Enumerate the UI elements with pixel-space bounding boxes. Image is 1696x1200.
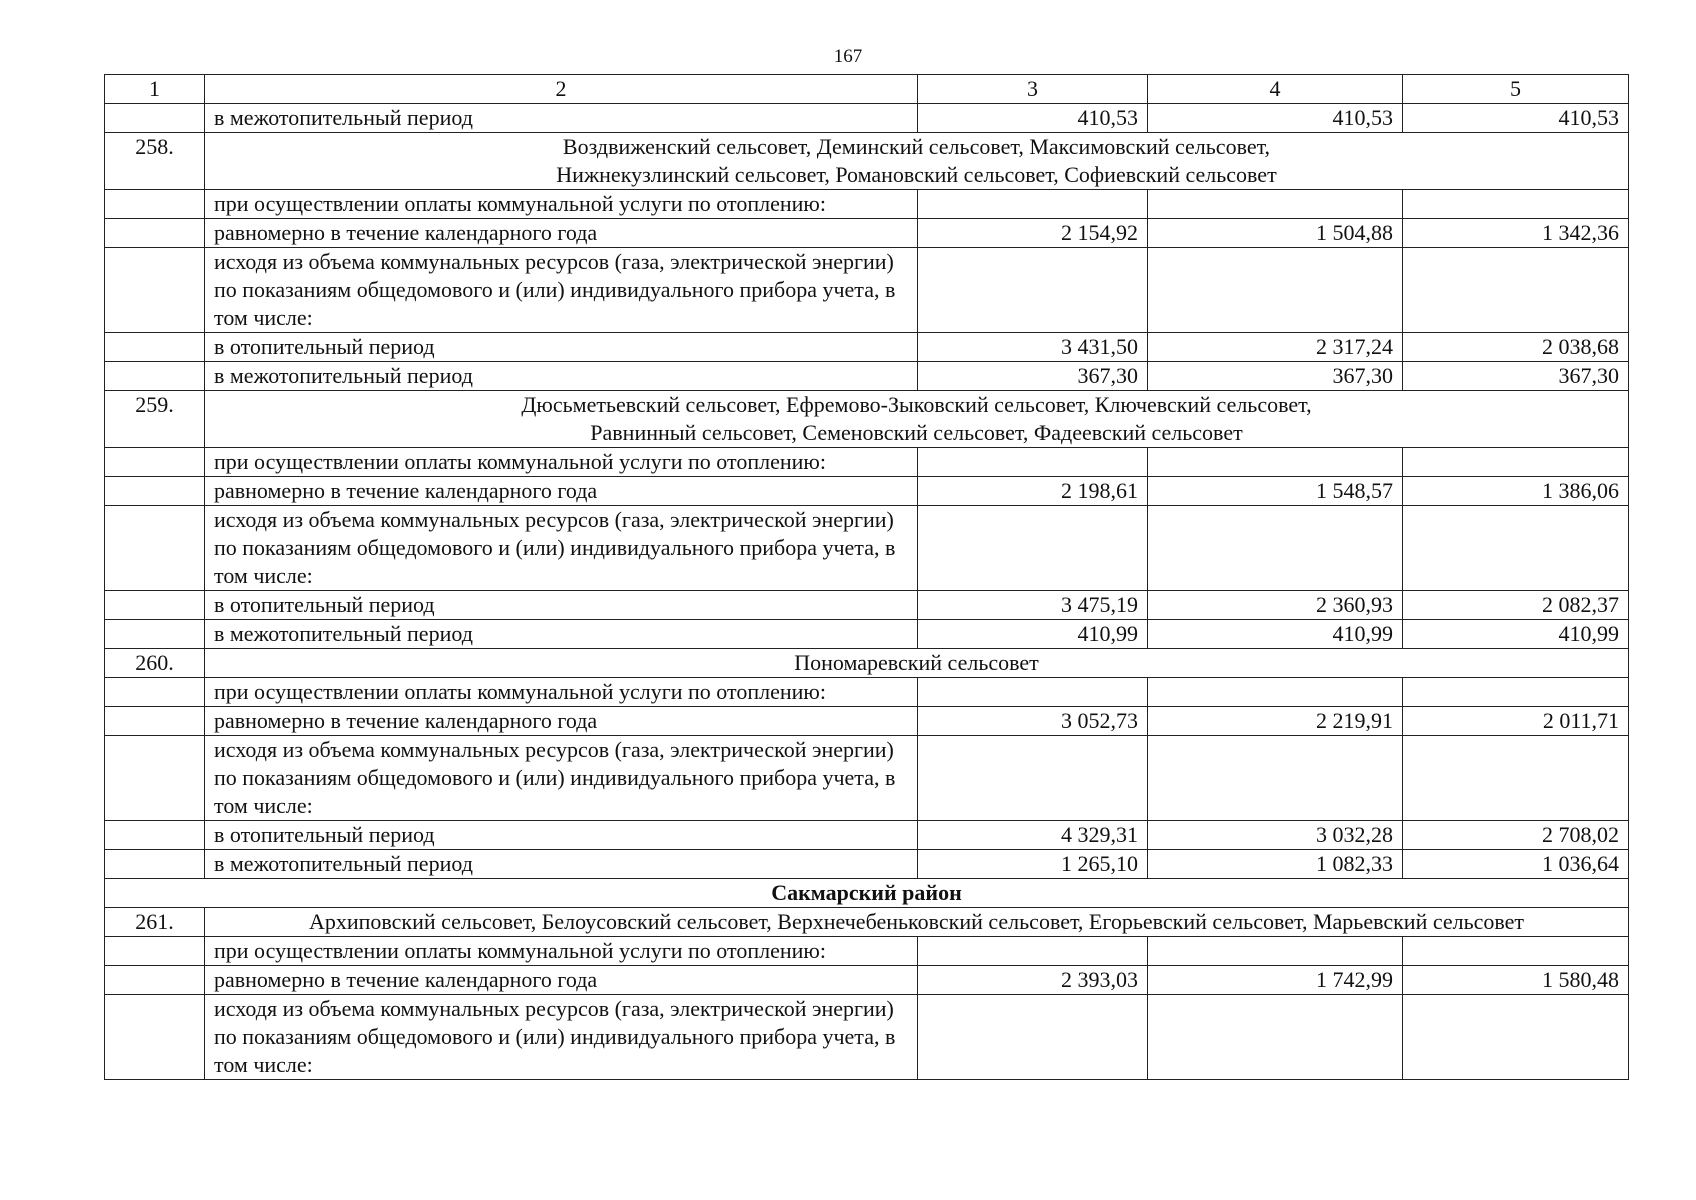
table-row [105, 333, 1629, 362]
value-col-3 [918, 506, 1148, 591]
value-col-5 [1403, 937, 1629, 966]
value-col-5 [1403, 995, 1629, 1080]
value-col-3 [918, 448, 1148, 477]
table-row [105, 190, 1629, 219]
table-row [105, 219, 1629, 248]
value-col-3: 2 393,03 [918, 966, 1148, 995]
table-row [105, 591, 1629, 620]
row-label: при осуществлении оплаты коммунальной услуги по отоплению: [205, 937, 918, 966]
table-row [105, 104, 1629, 133]
value-col-4: 3 032,28 [1148, 821, 1403, 850]
value-col-5: 410,99 [1403, 620, 1629, 649]
section-row [105, 908, 1629, 937]
row-number-cell [105, 477, 205, 506]
row-label: равномерно в течение календарного года [205, 477, 918, 506]
header-col-4: 4 [1148, 75, 1403, 104]
value-col-4: 1 504,88 [1148, 219, 1403, 248]
value-col-5: 2 038,68 [1403, 333, 1629, 362]
value-col-4: 2 219,91 [1148, 707, 1403, 736]
value-col-4 [1148, 506, 1403, 591]
table-row [105, 937, 1629, 966]
value-col-3: 3 475,19 [918, 591, 1148, 620]
row-label: в межотопительный период [205, 850, 918, 879]
section-row [105, 649, 1629, 678]
section-title: Архиповский сельсовет, Белоусовский сельсовет, Верхнечебеньковский сельсовет, Егорьевский сельсовет, Марьевский сельсовет [205, 908, 1629, 937]
row-number-cell [105, 620, 205, 649]
value-col-4: 1 548,57 [1148, 477, 1403, 506]
value-col-3: 410,53 [918, 104, 1148, 133]
value-col-5: 2 082,37 [1403, 591, 1629, 620]
section-number: 258. [105, 133, 205, 190]
header-col-2: 2 [205, 75, 918, 104]
row-number-cell [105, 707, 205, 736]
value-col-5 [1403, 678, 1629, 707]
row-label: в межотопительный период [205, 620, 918, 649]
value-col-5: 1 386,06 [1403, 477, 1629, 506]
value-col-3 [918, 248, 1148, 333]
value-col-3: 1 265,10 [918, 850, 1148, 879]
value-col-4: 410,53 [1148, 104, 1403, 133]
table-row [105, 707, 1629, 736]
header-col-1: 1 [105, 75, 205, 104]
value-col-5: 1 342,36 [1403, 219, 1629, 248]
table-row [105, 448, 1629, 477]
value-col-3 [918, 736, 1148, 821]
row-number-cell [105, 248, 205, 333]
table-row [105, 620, 1629, 649]
section-number: 259. [105, 391, 205, 448]
district-row [105, 879, 1629, 908]
row-number-cell [105, 591, 205, 620]
value-col-4 [1148, 736, 1403, 821]
header-col-3: 3 [918, 75, 1148, 104]
row-number-cell [105, 219, 205, 248]
row-number-cell [105, 966, 205, 995]
value-col-5 [1403, 248, 1629, 333]
row-label: равномерно в течение календарного года [205, 966, 918, 995]
table-body [105, 75, 1629, 1080]
value-col-3: 3 431,50 [918, 333, 1148, 362]
value-col-5 [1403, 190, 1629, 219]
value-col-4: 410,99 [1148, 620, 1403, 649]
row-label: исходя из объема коммунальных ресурсов (газа, электрической энергии) по показаниям общедомового и (или) индивидуального прибора учета, в том числе: [205, 995, 918, 1080]
value-col-4: 2 360,93 [1148, 591, 1403, 620]
table-row [105, 506, 1629, 591]
row-label: исходя из объема коммунальных ресурсов (газа, электрической энергии) по показаниям общедомового и (или) индивидуального прибора учета, в том числе: [205, 248, 918, 333]
value-col-3: 367,30 [918, 362, 1148, 391]
row-number-cell [105, 821, 205, 850]
value-col-4 [1148, 448, 1403, 477]
value-col-4 [1148, 248, 1403, 333]
value-col-4: 2 317,24 [1148, 333, 1403, 362]
row-number-cell [105, 678, 205, 707]
row-number-cell [105, 448, 205, 477]
value-col-4: 367,30 [1148, 362, 1403, 391]
row-label: исходя из объема коммунальных ресурсов (газа, электрической энергии) по показаниям общедомового и (или) индивидуального прибора учета, в том числе: [205, 506, 918, 591]
row-label: при осуществлении оплаты коммунальной услуги по отоплению: [205, 678, 918, 707]
row-label: в отопительный период [205, 821, 918, 850]
table-row [105, 966, 1629, 995]
value-col-3: 2 198,61 [918, 477, 1148, 506]
row-label: в отопительный период [205, 591, 918, 620]
section-row [105, 133, 1629, 190]
section-title: Дюсьметьевский сельсовет, Ефремово-Зыковский сельсовет, Ключевский сельсовет, Равнинный сельсовет, Семеновский сельсовет, Фадеевский сельсовет [205, 391, 1629, 448]
row-number-cell [105, 104, 205, 133]
value-col-3 [918, 995, 1148, 1080]
value-col-5: 367,30 [1403, 362, 1629, 391]
district-title: Сакмарский район [105, 879, 1629, 908]
row-number-cell [105, 362, 205, 391]
value-col-5: 410,53 [1403, 104, 1629, 133]
value-col-5 [1403, 506, 1629, 591]
row-label: в отопительный период [205, 333, 918, 362]
value-col-4: 1 082,33 [1148, 850, 1403, 879]
table-row [105, 850, 1629, 879]
header-row [105, 75, 1629, 104]
value-col-3 [918, 937, 1148, 966]
value-col-4 [1148, 190, 1403, 219]
header-col-5: 5 [1403, 75, 1629, 104]
table-row [105, 995, 1629, 1080]
value-col-4 [1148, 678, 1403, 707]
row-number-cell [105, 995, 205, 1080]
value-col-4 [1148, 995, 1403, 1080]
row-number-cell [105, 736, 205, 821]
row-number-cell [105, 937, 205, 966]
row-label: в межотопительный период [205, 104, 918, 133]
value-col-5 [1403, 448, 1629, 477]
section-title: Воздвиженский сельсовет, Деминский сельсовет, Максимовский сельсовет, Нижнекузлинский сельсовет, Романовский сельсовет, Софиевский сельсовет [205, 133, 1629, 190]
table-row [105, 678, 1629, 707]
value-col-3 [918, 678, 1148, 707]
row-label: исходя из объема коммунальных ресурсов (газа, электрической энергии) по показаниям общедомового и (или) индивидуального прибора учета, в том числе: [205, 736, 918, 821]
value-col-3: 410,99 [918, 620, 1148, 649]
value-col-5: 2 708,02 [1403, 821, 1629, 850]
tariff-table [104, 74, 1629, 1080]
section-number: 260. [105, 649, 205, 678]
value-col-5: 1 036,64 [1403, 850, 1629, 879]
table-row [105, 821, 1629, 850]
row-number-cell [105, 850, 205, 879]
value-col-5: 2 011,71 [1403, 707, 1629, 736]
row-label: равномерно в течение календарного года [205, 707, 918, 736]
value-col-3 [918, 190, 1148, 219]
row-number-cell [105, 190, 205, 219]
section-number: 261. [105, 908, 205, 937]
value-col-3: 3 052,73 [918, 707, 1148, 736]
row-label: в межотопительный период [205, 362, 918, 391]
row-number-cell [105, 506, 205, 591]
row-label: при осуществлении оплаты коммунальной услуги по отоплению: [205, 448, 918, 477]
value-col-5 [1403, 736, 1629, 821]
table-row [105, 248, 1629, 333]
value-col-5: 1 580,48 [1403, 966, 1629, 995]
row-label: при осуществлении оплаты коммунальной услуги по отоплению: [205, 190, 918, 219]
value-col-4: 1 742,99 [1148, 966, 1403, 995]
section-row [105, 391, 1629, 448]
row-label: равномерно в течение календарного года [205, 219, 918, 248]
table-row [105, 362, 1629, 391]
value-col-3: 2 154,92 [918, 219, 1148, 248]
section-title: Пономаревский сельсовет [205, 649, 1629, 678]
table-row [105, 477, 1629, 506]
value-col-3: 4 329,31 [918, 821, 1148, 850]
page-number: 167 [833, 46, 863, 67]
row-number-cell [105, 333, 205, 362]
value-col-4 [1148, 937, 1403, 966]
table-row [105, 736, 1629, 821]
